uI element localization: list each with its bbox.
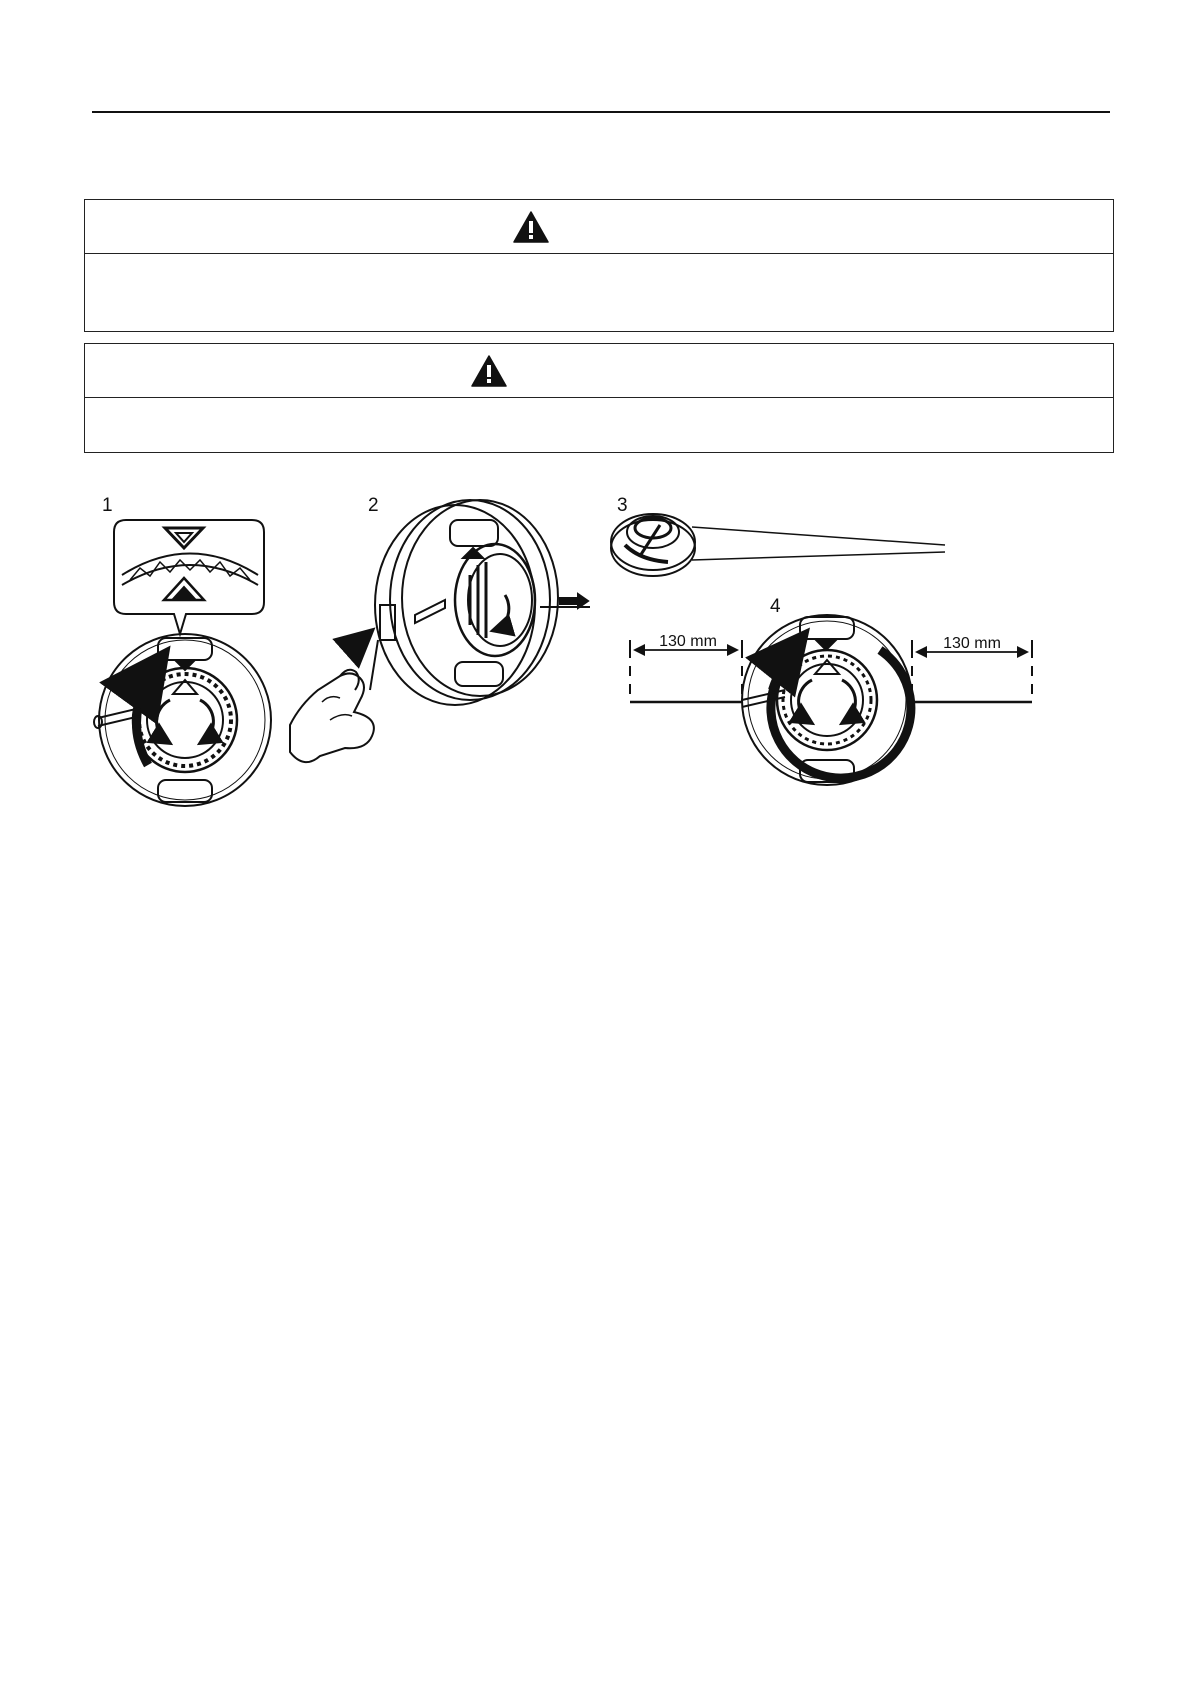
figure-step-1-label: 1 [102, 495, 113, 516]
figure-3-spool-side [611, 514, 945, 576]
figure-2-feed-line [290, 500, 590, 762]
figure-1-zoom-callout [114, 520, 264, 634]
trimmer-head-illustrations [0, 0, 1190, 820]
figure-step-2-label: 2 [368, 495, 379, 516]
figure-1-spool [94, 634, 271, 806]
dimension-label-right: 130 mm [943, 635, 1001, 652]
figure-2-gloved-hand [290, 670, 374, 762]
figure-1-spool-align [94, 520, 271, 806]
figure-step-4-label: 4 [770, 596, 781, 617]
dimension-label-left: 130 mm [659, 633, 717, 650]
figure-step-3-label: 3 [617, 495, 628, 516]
